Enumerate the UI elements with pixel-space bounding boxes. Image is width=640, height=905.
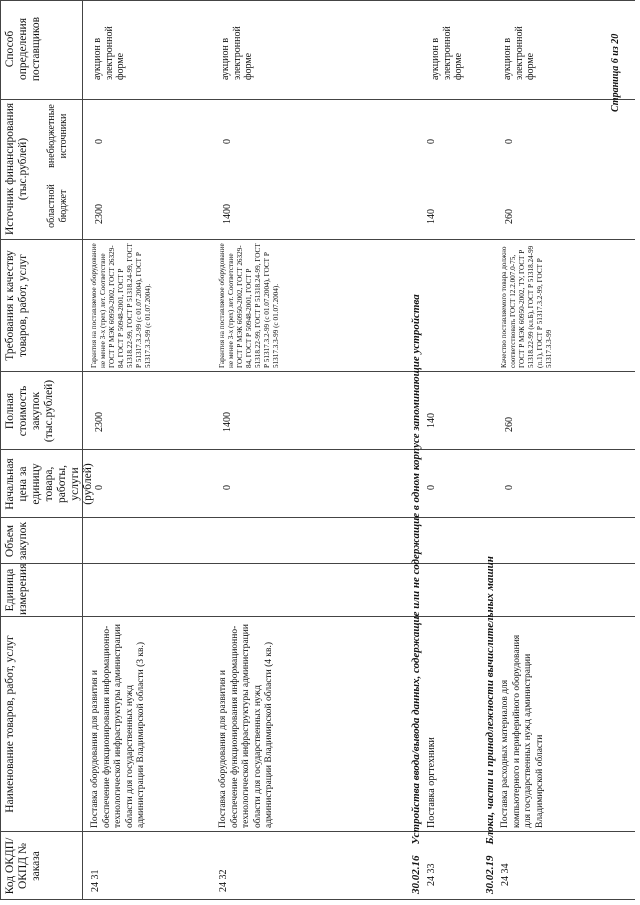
row-src-regional: 2300 — [94, 204, 105, 224]
row-src-extra: 0 — [94, 139, 105, 144]
row-src-regional: 1400 — [222, 204, 233, 224]
row-requirements: Гарантия на поставляемое оборудование не менее 3-х (трех) лет. Соответствие ГОСТ Р МЭК 60950-2002, ГОСТ 26329-84, ГОСТ Р 50948-2001, ГОСТ Р 51318.22-99, ГОСТ Р 51318.24-99, ГОСТ Р 51317.3.2-99 (с 01.07.2004), ГОСТ Р 51317.3.3-99 (с 01.07.2004). — [218, 243, 280, 368]
row-cost: 260 — [504, 417, 515, 432]
row-name: Поставка оборудования для развития и обеспечение функционирования информационно-технологической инфраструктуры администрации области для государственных нужд администрации Владимирской области (4 кв.) — [218, 624, 274, 828]
row-name: Поставка оборудования для развития и обеспечение функционирования информационно-технологической инфраструктуры администрации области для государственных нужд администрации Владимирской области (3 кв.) — [90, 624, 146, 828]
group-title: Устройства ввода/вывода данных, содержащие или не содержащие в одном корпусе запоминающие устройства — [410, 294, 422, 845]
row-code: 24 32 — [218, 869, 229, 892]
row-price: 0 — [222, 485, 233, 490]
row-cost: 1400 — [222, 412, 233, 432]
row-method: аукцион в электронной форме — [430, 26, 464, 80]
row-price: 0 — [94, 485, 105, 490]
group-heading — [410, 294, 422, 894]
col-border — [0, 899, 635, 900]
row-src-regional: 260 — [504, 209, 515, 224]
col-border — [0, 616, 635, 617]
page-number: Страница 6 из 20 — [610, 33, 621, 112]
row-cost: 140 — [426, 413, 437, 428]
row-code: 24 34 — [500, 863, 511, 886]
header-volume: Объем закупок — [4, 521, 29, 561]
row-requirements: Качество поставляемого товара должно соответствовать ГОСТ 12.2.007.0-75, ГОСТ Р МЭК 60950-2002, ТУ, ГОСТ Р 51318.22-99 (кл.Б), ГОСТ Р 51318.24-99 (п.1), ГОСТ Р 51317.3.2-99, ГОСТ Р 51317.3.3-99 — [500, 245, 553, 368]
header-bottom-border — [82, 0, 83, 900]
header-source-regional: областной бюджет — [46, 184, 69, 228]
col-border — [0, 831, 635, 832]
col-border — [0, 517, 635, 518]
row-method: аукцион в электронной форме — [92, 26, 126, 80]
row-src-extra: 0 — [426, 139, 437, 144]
header-code: Код ОКДП/ ОКПД № заказа — [4, 837, 42, 895]
header-requirements: Требования к качеству товаров, работ, услуг — [4, 250, 29, 361]
group-code: 30.02.19 — [484, 855, 496, 894]
header-method: Способ определения поставщиков — [4, 16, 42, 82]
header-source-extra: внебюджетные источники — [46, 104, 69, 168]
group-code: 30.02.16 — [410, 855, 422, 894]
row-name: Поставка расходных материалов для компьютерного и периферийного оборудования для государственных нужд администрации Владимирской области — [500, 634, 545, 828]
row-code: 24 33 — [426, 863, 437, 886]
row-method: аукцион в электронной форме — [502, 26, 536, 80]
header-unit: Единица измерения — [4, 563, 29, 615]
row-src-regional: 140 — [426, 209, 437, 224]
col-border — [0, 99, 635, 100]
header-price: Начальная цена за единицу товара, работы, услуги (рублей) — [4, 458, 94, 510]
col-border — [0, 563, 635, 564]
row-cost: 2300 — [94, 412, 105, 432]
col-border — [0, 371, 635, 372]
col-border — [0, 239, 635, 240]
group-heading — [484, 556, 496, 894]
row-src-extra: 0 — [222, 139, 233, 144]
group-title: Блоки, части и принадлежности вычислительных машин — [484, 556, 496, 845]
col-border — [0, 0, 635, 1]
row-code: 24 31 — [90, 869, 101, 892]
table-top-border — [0, 0, 1, 900]
row-name: Поставка оргтехники — [426, 737, 437, 828]
row-src-extra: 0 — [504, 139, 515, 144]
row-requirements: Гарантия на поставляемое оборудование не менее 3-х (трех) лет. Соответствие ГОСТ Р МЭК 60950-2002, ГОСТ 26329-84, ГОСТ Р 50948-2001, ГОСТ Р 51318.22-99, ГОСТ Р 51318.24-99, ГОСТ Р 51317.3.2-99 (с 01.07.2004), ГОСТ Р 51317.3.3-99 (с 01.07.2004). — [90, 243, 152, 368]
row-price: 0 — [426, 485, 437, 490]
col-border — [0, 449, 635, 450]
header-source: Источник финансирования (тыс.рублей) — [4, 102, 29, 236]
row-method: аукцион в электронной форме — [220, 26, 254, 80]
header-name: Наименование товаров, работ, услуг — [4, 635, 16, 813]
header-cost: Полная стоимость закупок (тыс.рублей) — [4, 379, 55, 443]
row-price: 0 — [504, 485, 515, 490]
